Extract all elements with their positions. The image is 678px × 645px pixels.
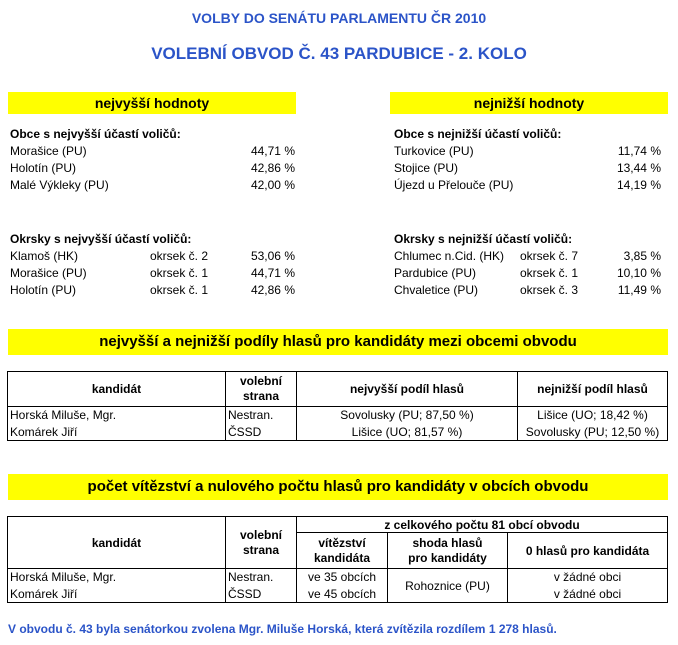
list-item: Morašice (PU) 44,71 % (10, 144, 295, 158)
column-header: vítězství kandidáta (297, 533, 388, 569)
list-item: Pardubice (PU) okrsek č. 1 10,10 % (394, 266, 661, 280)
party-cell: Nestran. (226, 407, 297, 424)
zero-votes-cell: v žádné obci (508, 586, 668, 603)
shares-table (7, 371, 668, 441)
party-cell: Nestran. (226, 569, 297, 586)
page-title: VOLBY DO SENÁTU PARLAMENTU ČR 2010 (191, 10, 487, 26)
footer-note: V obvodu č. 43 byla senátorkou zvolena Mgr. Miluše Horská, která zvítězila rozdílem 1 278 hlasů. (8, 622, 557, 636)
list-item: Újezd u Přelouče (PU) 14,19 % (394, 178, 661, 192)
candidate-cell: Komárek Jiří (8, 586, 226, 603)
highest-districts-heading: Okrsky s nejvyšší účastí voličů: (10, 232, 192, 246)
column-header: volební strana (226, 372, 297, 407)
tie-cell: Rohoznice (PU) (388, 569, 508, 603)
column-header: nejnižší podíl hlasů (518, 372, 668, 407)
list-item: Klamoš (HK) okrsek č. 2 53,06 % (10, 249, 295, 263)
lowest-districts-heading: Okrsky s nejnižší účastí voličů: (394, 232, 573, 246)
list-item: Chlumec n.Cid. (HK) okrsek č. 7 3,85 % (394, 249, 661, 263)
table-row (8, 424, 668, 441)
wins-cell: ve 45 obcích (297, 586, 388, 603)
party-cell: ČSSD (226, 424, 297, 441)
list-item: Morašice (PU) okrsek č. 1 44,71 % (10, 266, 295, 280)
lowest-municipalities-heading: Obce s nejnižší účastí voličů: (394, 127, 562, 141)
table-row (8, 407, 668, 424)
column-header: nejvyšší podíl hlasů (297, 372, 518, 407)
highest-share-cell: Sovolusky (PU; 87,50 %) (297, 407, 518, 424)
column-header: kandidát (8, 517, 226, 569)
shares-section-bar: nejvyšší a nejnižší podíly hlasů pro kandidáty mezi obcemi obvodu (8, 329, 668, 355)
victories-table (7, 516, 668, 603)
candidate-cell: Komárek Jiří (8, 424, 226, 441)
list-item: Holotín (PU) okrsek č. 1 42,86 % (10, 283, 295, 297)
wins-cell: ve 35 obcích (297, 569, 388, 586)
page-subtitle: VOLEBNÍ OBVOD Č. 43 PARDUBICE - 2. KOLO (151, 44, 527, 63)
victories-section-bar: počet vítězství a nulového počtu hlasů pro kandidáty v obcích obvodu (8, 474, 668, 500)
table-row (8, 586, 668, 603)
zero-votes-cell: v žádné obci (508, 569, 668, 586)
party-cell: ČSSD (226, 586, 297, 603)
list-item: Stojice (PU) 13,44 % (394, 161, 661, 175)
lowest-share-cell: Sovolusky (PU; 12,50 %) (518, 424, 668, 441)
list-item: Holotín (PU) 42,86 % (10, 161, 295, 175)
group-header: z celkového počtu 81 obcí obvodu (297, 517, 668, 533)
table-header-row (8, 372, 668, 407)
list-item: Chvaletice (PU) okrsek č. 3 11,49 % (394, 283, 661, 297)
list-item: Turkovice (PU) 11,74 % (394, 144, 661, 158)
highest-municipalities-heading: Obce s nejvyšší účastí voličů: (10, 127, 181, 141)
list-item: Malé Výkleky (PU) 42,00 % (10, 178, 295, 192)
column-header: volební strana (226, 517, 297, 569)
candidate-cell: Horská Miluše, Mgr. (8, 569, 226, 586)
column-header: kandidát (8, 372, 226, 407)
table-header-row (8, 517, 668, 533)
highest-values-bar: nejvyšší hodnoty (8, 92, 296, 114)
column-header: shoda hlasů pro kandidáty (388, 533, 508, 569)
table-row (8, 569, 668, 586)
highest-share-cell: Lišice (UO; 81,57 %) (297, 424, 518, 441)
lowest-share-cell: Lišice (UO; 18,42 %) (518, 407, 668, 424)
lowest-values-bar: nejnižší hodnoty (390, 92, 668, 114)
column-header: 0 hlasů pro kandidáta (508, 533, 668, 569)
candidate-cell: Horská Miluše, Mgr. (8, 407, 226, 424)
